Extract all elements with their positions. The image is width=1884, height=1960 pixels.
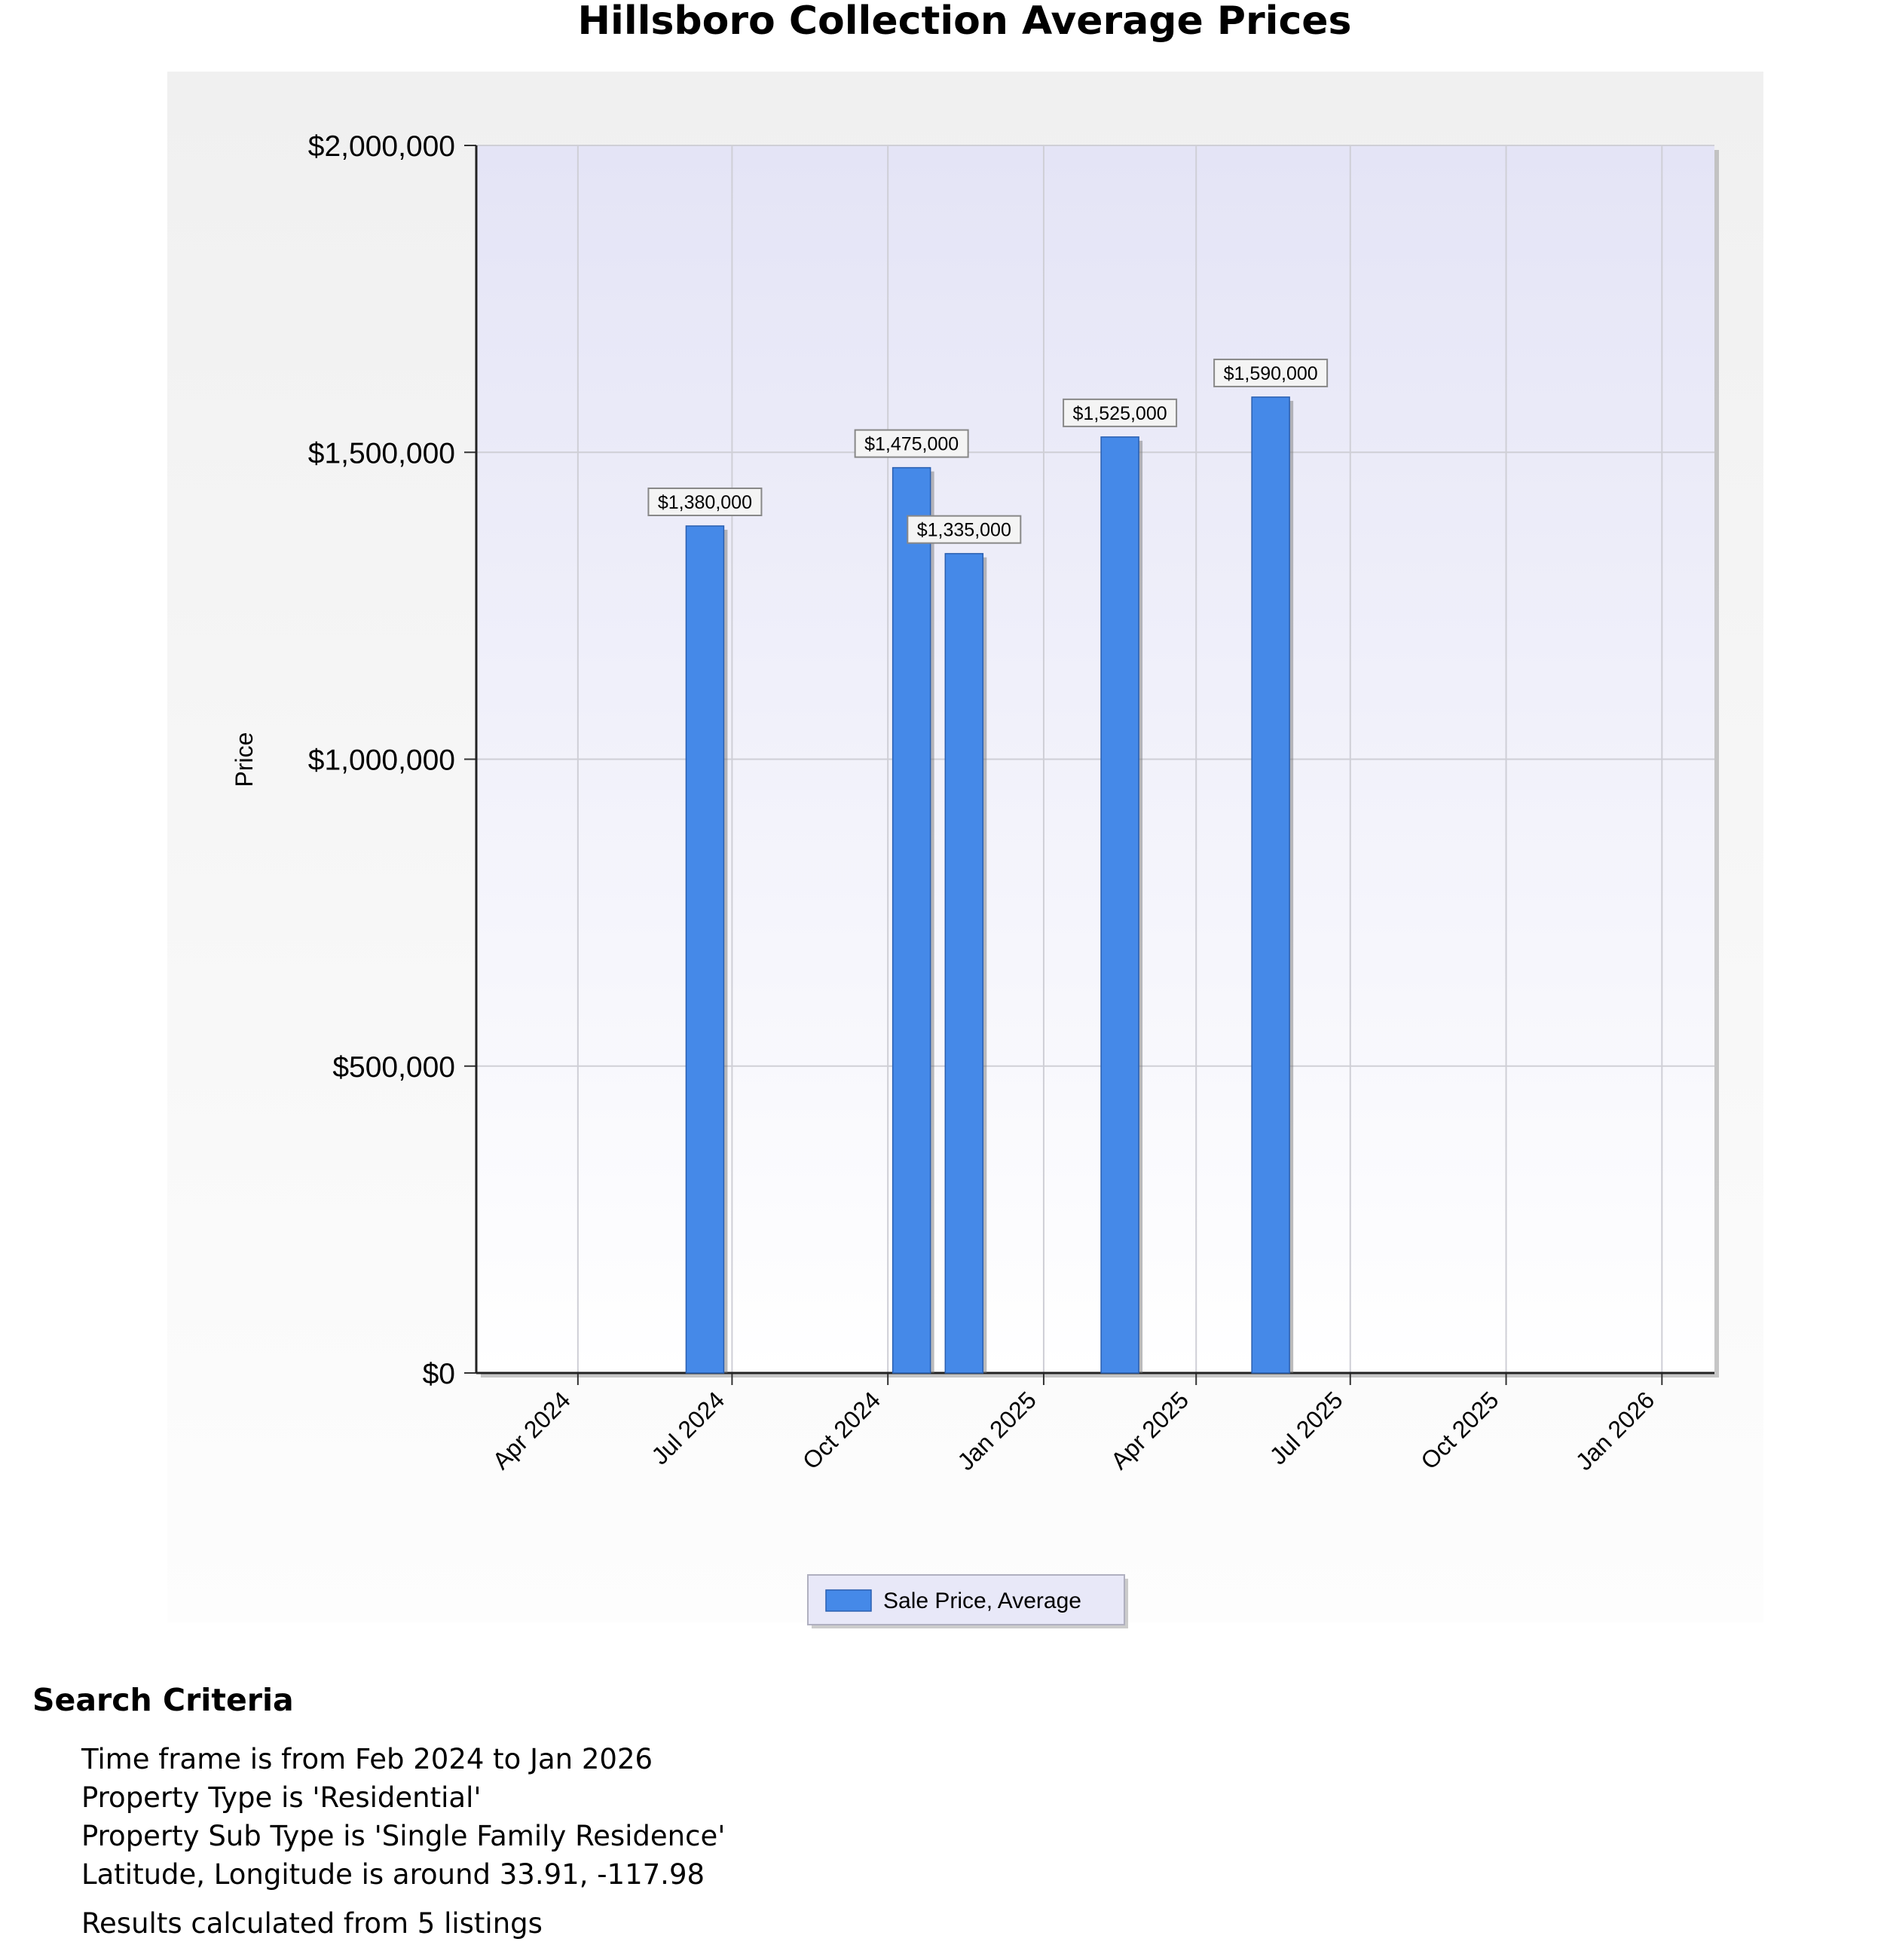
criteria-property-sub-type: Property Sub Type is 'Single Family Residence' (81, 1820, 726, 1852)
x-tick-label: Apr 2024 (487, 1386, 576, 1475)
data-label: $1,380,000 (657, 491, 752, 513)
y-axis-title: Price (231, 732, 258, 787)
x-tick-label: Oct 2024 (797, 1386, 886, 1475)
criteria-listing-count: Results calculated from 5 listings (81, 1907, 543, 1940)
bar (1252, 397, 1289, 1373)
x-tick-label: Jan 2026 (1570, 1386, 1660, 1476)
x-tick-label: Jul 2025 (1264, 1386, 1348, 1470)
criteria-property-type: Property Type is 'Residential' (81, 1781, 482, 1814)
criteria-location: Latitude, Longitude is around 33.91, -117.98 (81, 1858, 705, 1891)
legend-label: Sale Price, Average (883, 1588, 1081, 1613)
y-tick-label: $1,000,000 (307, 744, 455, 777)
y-tick-label: $2,000,000 (307, 130, 455, 163)
x-tick-label: Jan 2025 (952, 1386, 1041, 1476)
chart-title: Hillsboro Collection Average Prices (577, 0, 1352, 44)
bar (945, 554, 983, 1373)
data-label: $1,335,000 (916, 519, 1011, 541)
x-tick-label: Oct 2025 (1415, 1386, 1504, 1475)
data-label: $1,590,000 (1223, 362, 1318, 384)
bar (1101, 437, 1139, 1373)
bar (893, 468, 931, 1373)
y-tick-label: $500,000 (332, 1050, 455, 1084)
y-tick-label: $0 (422, 1358, 455, 1390)
x-tick-label: Apr 2025 (1105, 1386, 1194, 1475)
bar (686, 526, 723, 1373)
x-tick-label: Jul 2024 (646, 1386, 730, 1470)
legend-swatch (826, 1590, 871, 1611)
data-label: $1,475,000 (864, 433, 959, 455)
y-tick-label: $1,500,000 (307, 437, 455, 470)
data-label: $1,525,000 (1072, 402, 1167, 424)
search-criteria-heading: Search Criteria (32, 1682, 294, 1718)
criteria-time-frame: Time frame is from Feb 2024 to Jan 2026 (81, 1743, 653, 1775)
